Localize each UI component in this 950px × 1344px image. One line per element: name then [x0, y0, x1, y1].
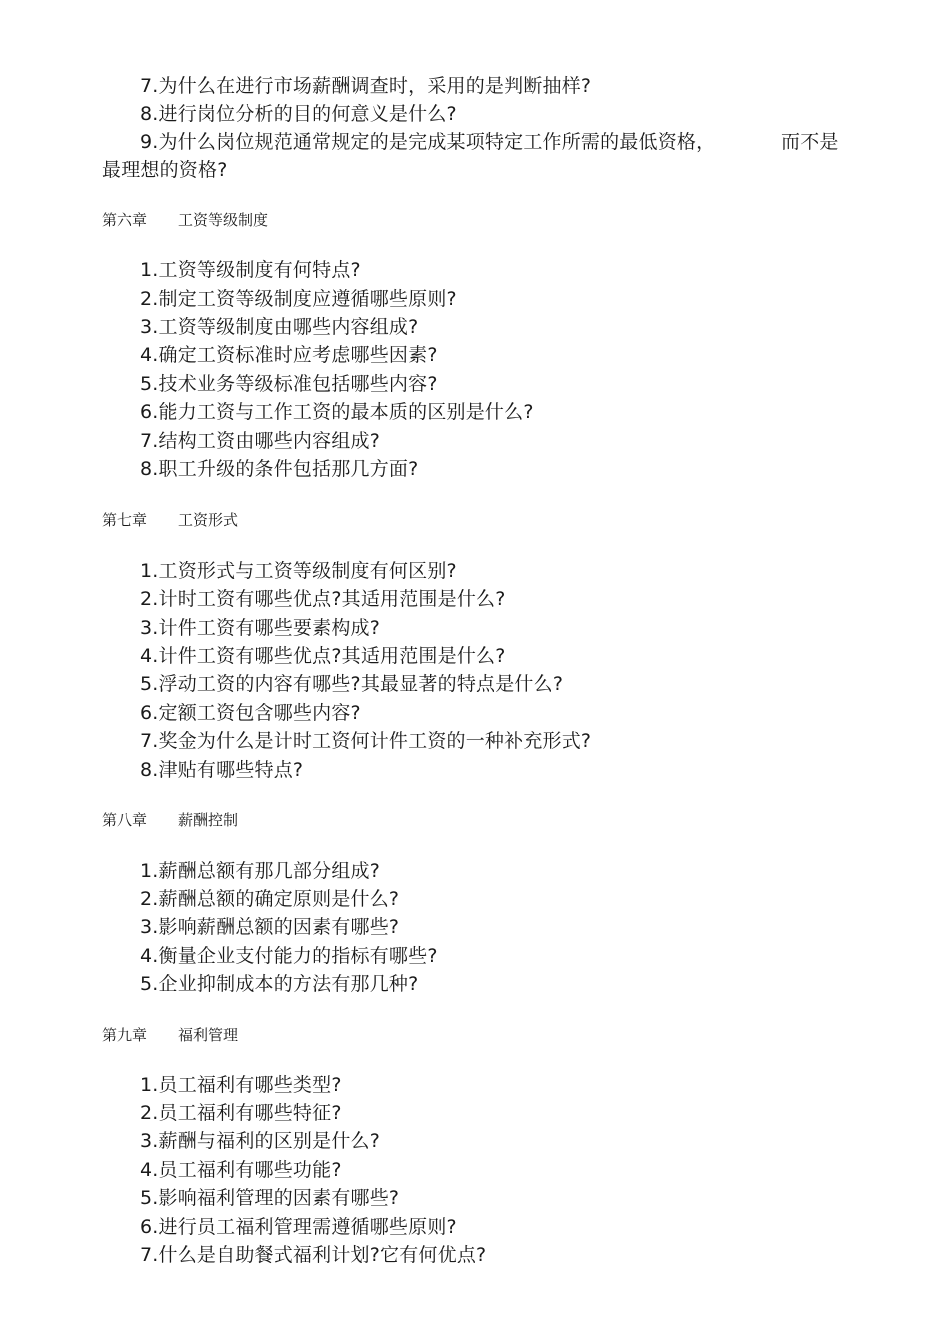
question-item: 8.职工升级的条件包括那几方面? — [140, 458, 419, 480]
question-item: 5.浮动工资的内容有哪些?其最显著的特点是什么? — [140, 673, 564, 695]
question-item-continuation: 最理想的资格? — [102, 159, 228, 181]
chapter-number: 第七章 — [102, 511, 148, 529]
question-item: 6.能力工资与工作工资的最本质的区别是什么? — [140, 401, 534, 423]
question-item: 6.进行员工福利管理需遵循哪些原则? — [140, 1216, 457, 1238]
question-item: 5.技术业务等级标准包括哪些内容? — [140, 373, 438, 395]
question-item: 3.影响薪酬总额的因素有哪些? — [140, 916, 400, 938]
question-item: 4.确定工资标准时应考虑哪些因素? — [140, 344, 438, 366]
chapter-title: 薪酬控制 — [178, 811, 239, 829]
chapter-heading — [102, 1025, 238, 1045]
question-item: 5.企业抑制成本的方法有那几种? — [140, 973, 419, 995]
question-item: 8.进行岗位分析的目的何意义是什么? — [140, 103, 457, 125]
question-item: 7.为什么在进行市场薪酬调查时，采用的是判断抽样? — [140, 75, 592, 97]
chapter-title: 工资等级制度 — [178, 211, 269, 229]
chapter-number: 第八章 — [102, 811, 148, 829]
question-item: 4.计件工资有哪些优点?其适用范围是什么? — [140, 645, 506, 667]
question-item: 1.工资形式与工资等级制度有何区别? — [140, 560, 457, 582]
question-item: 6.定额工资包含哪些内容? — [140, 702, 361, 724]
question-item: 2.薪酬总额的确定原则是什么? — [140, 888, 400, 910]
question-item: 7.结构工资由哪些内容组成? — [140, 430, 381, 452]
chapter-heading — [102, 510, 238, 530]
chapter-number: 第六章 — [102, 211, 148, 229]
chapter-heading — [102, 210, 268, 230]
question-item: 3.薪酬与福利的区别是什么? — [140, 1130, 381, 1152]
question-item: 3.工资等级制度由哪些内容组成? — [140, 316, 419, 338]
chapter-title: 福利管理 — [178, 1026, 239, 1044]
chapter-title: 工资形式 — [178, 511, 239, 529]
question-item: 7.奖金为什么是计时工资何计件工资的一种补充形式? — [140, 730, 592, 752]
question-item: 2.员工福利有哪些特征? — [140, 1102, 342, 1124]
question-item: 2.计时工资有哪些优点?其适用范围是什么? — [140, 588, 506, 610]
chapter-number: 第九章 — [102, 1026, 148, 1044]
question-item: 2.制定工资等级制度应遵循哪些原则? — [140, 288, 457, 310]
question-item: 7.什么是自助餐式福利计划?它有何优点? — [140, 1244, 487, 1266]
question-item: 8.津贴有哪些特点? — [140, 759, 304, 781]
question-item: 1.薪酬总额有那几部分组成? — [140, 860, 381, 882]
question-item: 5.影响福利管理的因素有哪些? — [140, 1187, 400, 1209]
question-item: 3.计件工资有哪些要素构成? — [140, 617, 381, 639]
question-item: 9.为什么岗位规范通常规定的是完成某项特定工作所需的最低资格， — [140, 131, 716, 153]
question-item: 4.员工福利有哪些功能? — [140, 1159, 342, 1181]
question-item: 1.工资等级制度有何特点? — [140, 259, 361, 281]
question-item: 4.衡量企业支付能力的指标有哪些? — [140, 945, 438, 967]
question-item-continuation: 而不是 — [781, 131, 839, 153]
question-item: 1.员工福利有哪些类型? — [140, 1074, 342, 1096]
chapter-heading — [102, 810, 238, 830]
